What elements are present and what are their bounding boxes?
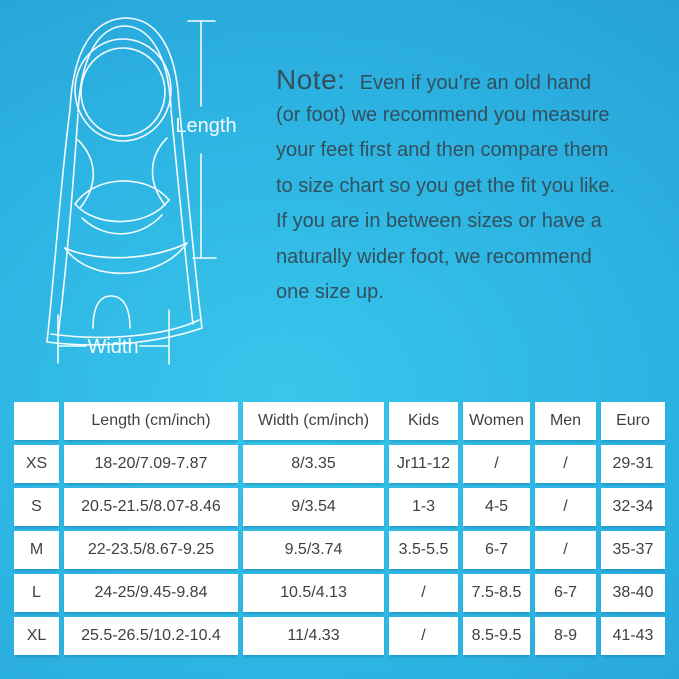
data-cell: 4-5 — [463, 488, 530, 526]
note-title: Note: — [276, 64, 354, 95]
data-cell: 9.5/3.74 — [243, 531, 384, 569]
data-cell: 25.5-26.5/10.2-10.4 — [64, 617, 238, 655]
note-line: your feet first and then compare them — [276, 139, 609, 161]
size-label-cell: XL — [14, 617, 59, 655]
fin-inner-contour-left — [58, 114, 78, 336]
note-line: naturally wider foot, we recommend — [276, 245, 592, 268]
data-cell: 38-40 — [601, 574, 665, 612]
size-label-cell: L — [14, 574, 59, 612]
size-label-cell: M — [14, 531, 59, 569]
foot-opening-inner — [81, 48, 165, 136]
width-label: Width — [87, 336, 139, 358]
data-cell: 35-37 — [601, 531, 665, 569]
length-label: Length — [175, 115, 237, 137]
header-cell: Width (cm/inch) — [243, 402, 384, 440]
heel-strap-top — [65, 243, 187, 258]
data-cell: 41-43 — [601, 617, 665, 655]
data-cell: / — [535, 531, 596, 569]
note — [276, 62, 676, 311]
data-cell: 6-7 — [463, 531, 530, 569]
note-line: one size up. — [276, 281, 384, 303]
header-cell: Women — [463, 402, 530, 440]
data-cell: / — [535, 488, 596, 526]
data-cell: 7.5-8.5 — [463, 574, 530, 612]
header-cell: Men — [535, 402, 596, 440]
data-cell: 10.5/4.13 — [243, 574, 384, 612]
header-cell: Kids — [389, 402, 458, 440]
data-cell: 18-20/7.09-7.87 — [64, 445, 238, 483]
data-cell: 8.5-9.5 — [463, 617, 530, 655]
data-cell: 29-31 — [601, 445, 665, 483]
note-line: Note: Even if you’re an old hand — [276, 64, 591, 95]
foot-opening-outer — [75, 39, 171, 141]
note-line: (or foot) we recommend you measure — [276, 103, 610, 126]
data-cell: 20.5-21.5/8.07-8.46 — [64, 488, 238, 526]
data-cell: 11/4.33 — [243, 617, 384, 655]
data-cell: 8-9 — [535, 617, 596, 655]
arch-strap-under — [82, 215, 162, 234]
data-cell: 1-3 — [389, 488, 458, 526]
data-cell: / — [463, 445, 530, 483]
data-cell: 3.5-5.5 — [389, 531, 458, 569]
size-label-cell: XS — [14, 445, 59, 483]
data-cell: 6-7 — [535, 574, 596, 612]
fin-diagram — [18, 8, 250, 380]
size-chart-table — [14, 402, 665, 655]
note-line: If you are in between sizes or have a — [276, 210, 602, 232]
note-line: to size chart so you get the fit you like. — [276, 174, 616, 197]
header-cell: Euro — [601, 402, 665, 440]
data-cell: / — [535, 445, 596, 483]
data-cell: 24-25/9.45-9.84 — [64, 574, 238, 612]
header-cell: Length (cm/inch) — [64, 402, 238, 440]
data-cell: 9/3.54 — [243, 488, 384, 526]
blade-vent-arch — [93, 296, 130, 328]
arch-strap-bottom — [75, 200, 169, 222]
data-cell: 8/3.35 — [243, 445, 384, 483]
size-label-cell: S — [14, 488, 59, 526]
header-cell-empty — [14, 402, 59, 440]
data-cell: Jr11-12 — [389, 445, 458, 483]
data-cell: / — [389, 574, 458, 612]
data-cell: / — [389, 617, 458, 655]
data-cell: 32-34 — [601, 488, 665, 526]
data-cell: 22-23.5/8.67-9.25 — [64, 531, 238, 569]
